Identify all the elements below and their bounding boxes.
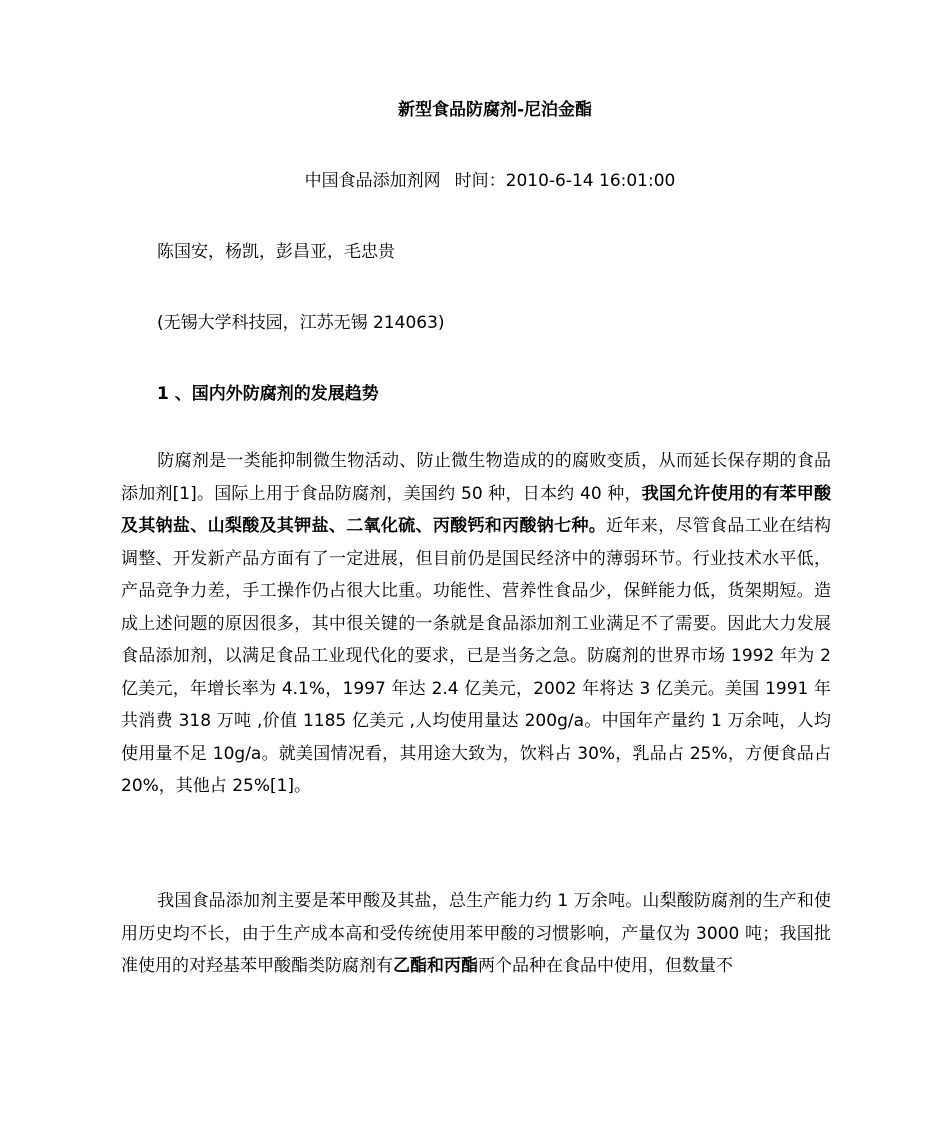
author-affiliation: (无锡大学科技园，江苏无锡 214063) xyxy=(157,313,445,333)
paragraph-1 xyxy=(121,445,831,803)
paragraph-2 xyxy=(121,885,831,983)
paragraph-2-text-b: 两个品种在食品中使用，但数量不 xyxy=(478,956,733,976)
paragraph-1-bold: 我国允许使用的有苯甲酸及其钠盐、山梨酸及其钾盐、二氧化硫、丙酸钙和丙酸钠七种。 xyxy=(121,483,831,536)
document-title: 新型食品防腐剂-尼泊金酯 xyxy=(397,100,593,120)
publish-time: 时间：2010-6-14 16:01:00 xyxy=(454,171,676,191)
document-meta xyxy=(0,166,950,191)
paragraph-2-text-a: 我国食品添加剂主要是苯甲酸及其盐，总生产能力约 1 万余吨。山梨酸防腐剂的生产和使用历史均不长，由于生产成本高和受传统使用苯甲酸的习惯影响，产量仅为 3000 吨；我国批准使用的对羟基苯甲酸酯类防腐剂有 xyxy=(121,891,831,976)
author-list: 陈国安，杨凯，彭昌亚，毛忠贵 xyxy=(157,242,395,262)
paragraph-1-text-b: 近年来，尽管食品工业在结构调整、开发新产品方面有了一定进展，但目前仍是国民经济中的薄弱环节。行业技术水平低，产品竞争力差，手工操作仍占很大比重。功能性、营养性食品少，保鲜能力低，货架期短。造成上述问题的原因很多，其中很关键的一条就是食品添加剂工业满足不了需要。因此大力发展食品添加剂，以满足食品工业现代化的要求，已是当务之急。防腐剂的世界市场 1992 年为 2 亿美元，年增长率为 4.1%，1997 年达 2.4 亿美元，2002 年将达 3 亿美元。美国 1991 年共消费 318 万吨 ,价值 1185 亿美元 ,人均使用量达 200g/a。中国年产量约 1 万余吨，人均使用量不足 10g/a。就美国情况看，其用途大致为，饮料占 30%，乳品占 25%，方便食品占 20%，其他占 25%[1]。 xyxy=(121,516,832,796)
paragraph-1-text-a: 防腐剂是一类能抑制微生物活动、防止微生物造成的的腐败变质，从而延长保存期的食品添加剂[1]。国际上用于食品防腐剂，美国约 50 种，日本约 40 种， xyxy=(121,451,831,504)
source-name: 中国食品添加剂网 xyxy=(304,171,441,191)
paragraph-2-bold: 乙酯和丙酯 xyxy=(393,956,478,976)
section-heading: 1 、国内外防腐剂的发展趋势 xyxy=(157,384,379,404)
